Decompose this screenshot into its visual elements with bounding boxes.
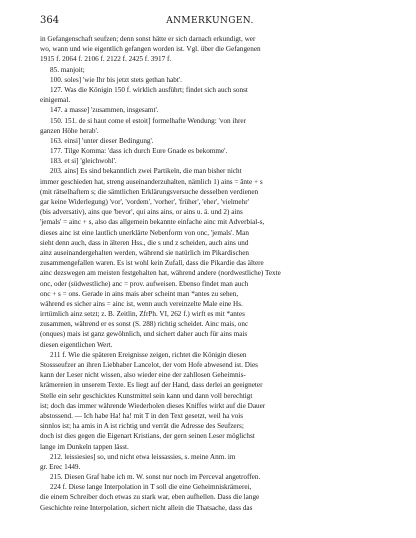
text-line: in Gefangenschaft seufzen; denn sonst hätte er sich darnach erkundigt, wer bbox=[40, 35, 256, 43]
text-line: Geschichte reine Interpolation, sichert nicht allein die Thatsache, dass das bbox=[40, 503, 253, 512]
text-line: krämereien in unserem Texte. Es liegt auf der Hand, dass derlei an geeigneter bbox=[40, 381, 263, 390]
text-line: ainc dezswegen am meisten festgehalten hat, während andere (nordwestliche) Texte bbox=[40, 269, 281, 278]
text-line: ist; doch das immer währende Wiederholen dieses Kniffes wirkt auf die Dauer bbox=[40, 401, 266, 410]
running-title: ANMERKUNGEN. bbox=[166, 16, 254, 26]
text-line: gr. Erec 1449. bbox=[40, 462, 81, 471]
text-line: abstossend. — Ich habe Ha! ha! mit T in den Text gesetzt, weil ha vois bbox=[40, 411, 244, 420]
text-line: 203. ains] Es sind bekanntlich zwei Partikeln, die man bisher nicht bbox=[50, 167, 242, 176]
text-line: 212. leissiesies] so, und nicht etwa leissassies, s. meine Anm. im bbox=[50, 452, 236, 461]
text-line: zusammen, während er es sonst (S. 288) richtig scheidet. Ainc mais, onc bbox=[40, 320, 249, 329]
text-line: ganzen Höhe herab'. bbox=[40, 126, 99, 135]
text-line: immer geschieden hat, streng auseinanderzuhalten, nämlich 1) ains = ănte + s bbox=[40, 177, 263, 186]
text-line: zusammengefallen waren. Es ist wohl kein Zufall, dass die Pikardie das ältere bbox=[40, 259, 264, 268]
text-line: Stelle ein sehr geschicktes Kunstmittel sein kann und dann voll berechtigt bbox=[40, 391, 253, 400]
text-line: lange im Dunkeln tappen lässt. bbox=[40, 442, 129, 451]
text-line: gar keine Widerlegung) 'vor', 'vordem', 'vorher', 'früher', 'eher', 'vielmehr' bbox=[40, 198, 249, 206]
text-line: irrtümlich ainz setzt; z. B. Zeitlin, ZfrPh. VI, 262 f.) wirft es mit *antes bbox=[40, 310, 245, 319]
text-line: onc + s = ons. Gerade in ains mais aber scheint man *antes zu sehen, bbox=[40, 289, 239, 298]
page-number: 364 bbox=[40, 15, 60, 26]
annotation-text bbox=[40, 34, 380, 513]
text-line: 224 f. Diese lange Interpolation in T soll die eine Geheimniskrämerei, bbox=[50, 483, 252, 492]
text-line: 215. Diesen Graf habe ich m. W. sonst nur noch im Perceval angetroffen. bbox=[50, 473, 261, 482]
text-line: sieht denn auch, dass in älteren Hss., die s und z scheiden, auch ains und bbox=[40, 238, 249, 247]
page-header bbox=[40, 14, 380, 28]
text-line: diesen eigentlichen Wert. bbox=[40, 340, 113, 349]
text-line: (onques) mais ist ganz gewöhnlich, und sichert daher auch für ains mais bbox=[40, 330, 248, 339]
text-line: ainz auseinandergehalten werden, während sie natürlich im Pikardischen bbox=[40, 248, 250, 257]
text-line: 127. Was die Königin 150 f. wirklich ausführt; findet sich auch sonst bbox=[50, 85, 248, 94]
text-line: 183. et si] 'gleichwohl'. bbox=[50, 157, 117, 166]
text-line: 150. 151. de si haut come el estoit] formelhafte Wendung: 'von ihrer bbox=[50, 116, 246, 125]
text-line: 163. einsi] 'unter dieser Bedingung'. bbox=[50, 136, 154, 145]
text-line: doch ist dies gegen die Eigenart Kristians, der gern seinen Leser möglichst bbox=[40, 432, 255, 441]
text-line: sinnlos ist; ha amis in A ist richtig und verrät die Adresse des Seufzers; bbox=[40, 422, 244, 431]
text-line: 147. a masse] 'zusammen, insgesamt'. bbox=[50, 106, 159, 115]
text-line: die einem Schreiber doch etwas zu stark war, eben aufhellen. Dass die lange bbox=[40, 493, 260, 502]
text-line: (mit rätselhaftem s; die sämtlichen Erklärungsversuche desselben verdienen bbox=[40, 187, 259, 196]
text-line: kann der Leser nicht wissen, also wieder eine der zahllosen Geheimnis- bbox=[40, 371, 246, 380]
text-line: während es sicher ains = ainc ist, wenn auch vereinzelte Male eine Hs. bbox=[40, 299, 243, 308]
text-line: 85. manjoit; bbox=[50, 65, 85, 74]
text-line: dieses ainc ist eine lautlich unerklärte Nebenform von onc, 'jemals'. Man bbox=[40, 228, 249, 237]
text-line: wo, wann und wie eigentlich gefangen worden ist. Vgl. über die Gefangenen bbox=[40, 45, 261, 54]
text-line: 100. soles] 'wie Ihr bis jetzt stets gethan habt'. bbox=[50, 75, 182, 84]
text-line: Stossseufzer an ihren Liebhaber Lancelot, der vom Hofe abwesend ist. Dies bbox=[40, 361, 258, 369]
text-line: 1915 f. 2064 f. 2106 f. 2122 f. 2425 f. 3917 f. bbox=[40, 55, 172, 64]
text-line: 211 f. Wie die späteren Ereignisse zeigen, richtet die Königin diesen bbox=[50, 350, 247, 359]
text-line: einigemal. bbox=[40, 96, 71, 105]
text-line: 177. Tilge Komma: 'dass ich durch Eure Gnade es bekomme'. bbox=[50, 147, 228, 156]
text-line: (bis adversativ), ains que 'bevor', qui ains ains, or ains u. ä. und 2) ains bbox=[40, 208, 243, 217]
text-line: onc, oder (südwestliche) anc = prov. aufweisen. Ebenso findet man auch bbox=[40, 279, 249, 288]
text-line: 'jemals' = ainc + s, also das allgemein bekannte einfache ainc mit Adverbial-s, bbox=[40, 218, 265, 227]
